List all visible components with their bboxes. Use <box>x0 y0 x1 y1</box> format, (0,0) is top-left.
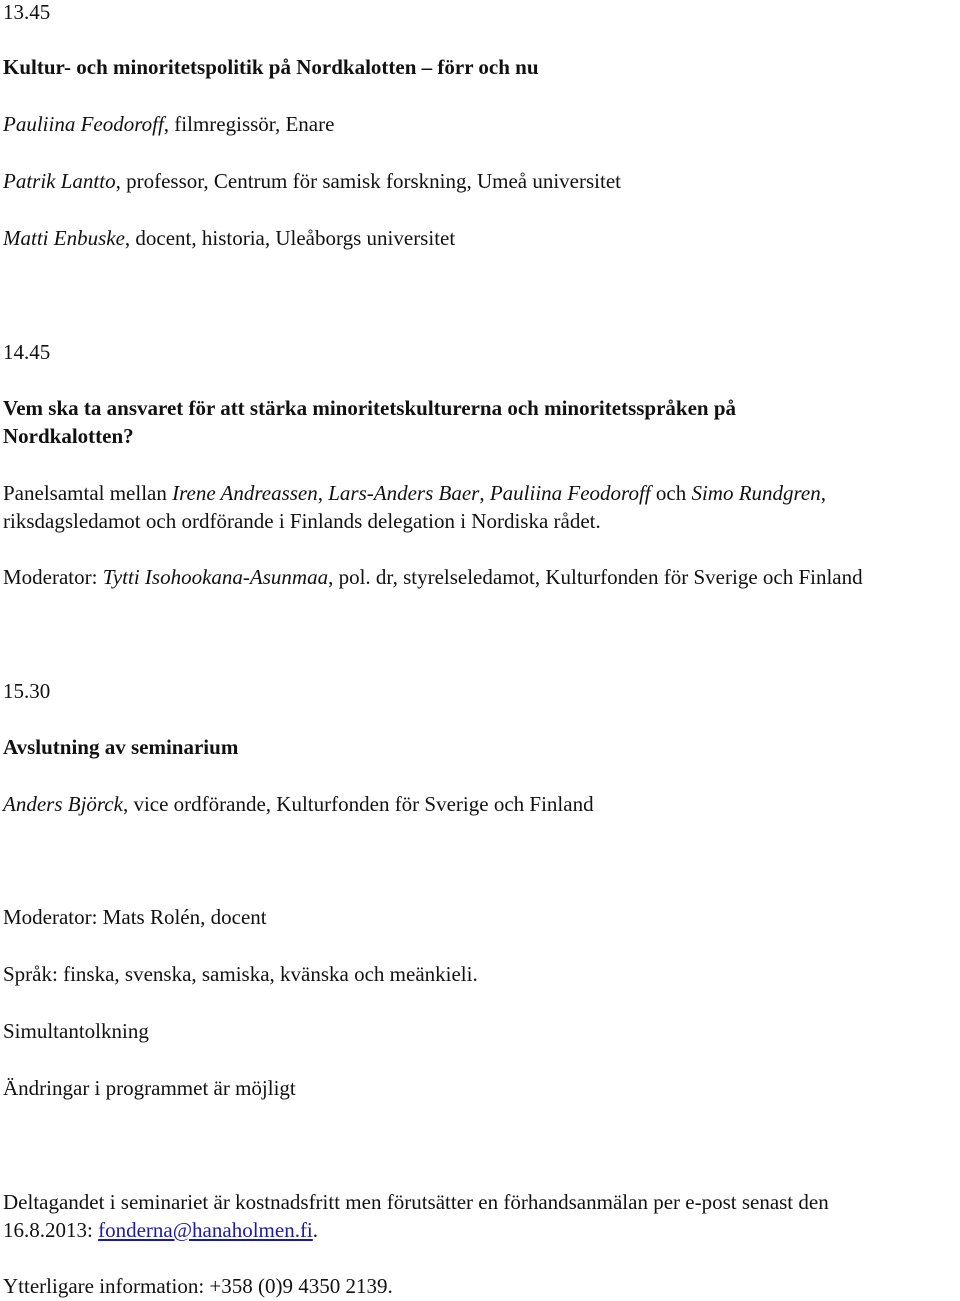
panelist-name: Irene Andreassen <box>172 481 318 505</box>
session3-speaker <box>3 790 594 818</box>
languages: Språk: finska, svenska, samiska, kvänska och meänkieli. <box>3 962 478 986</box>
panel-intro: Panelsamtal mellan <box>3 481 173 505</box>
session2-title-line1: Vem ska ta ansvaret för att stärka minoritetskulturerna och minoritetsspråken på <box>3 396 737 420</box>
panelist-name: Pauliina Feodoroff <box>489 481 651 505</box>
interpretation: Simultantolkning <box>3 1019 149 1043</box>
registration-end: . <box>312 1218 319 1242</box>
panel-separator: , <box>820 481 826 505</box>
session2-panel-line2: riksdagsledamot och ordförande i Finlands delegation i Nordiska rådet. <box>3 509 601 533</box>
session1-speaker-3 <box>3 224 455 252</box>
panel-separator: och <box>650 481 692 505</box>
session3-title: Avslutning av seminarium <box>3 735 239 759</box>
speaker-role: , filmregissör, Enare <box>163 112 335 136</box>
session2-title-line2: Nordkalotten? <box>3 424 134 448</box>
panel-separator: , <box>317 481 329 505</box>
changes-note: Ändringar i programmet är möjligt <box>3 1076 296 1100</box>
session1-speaker-1 <box>3 110 334 138</box>
speaker-name: Pauliina Feodoroff <box>3 112 164 136</box>
registration-date: 16.8.2013: <box>3 1218 99 1242</box>
session1-title: Kultur- och minoritetspolitik på Nordkalotten – förr och nu <box>3 55 539 79</box>
registration-email-link[interactable]: fonderna@hanaholmen.fi <box>98 1218 313 1242</box>
speaker-name: Matti Enbuske <box>3 226 125 250</box>
contact-info: Ytterligare information: +358 (0)9 4350 2139. <box>3 1274 393 1298</box>
speaker-role: , professor, Centrum för samisk forskning, Umeå universitet <box>115 169 621 193</box>
panelist-name: Simo Rundgren <box>691 481 821 505</box>
panelist-name: Lars-Anders Baer <box>328 481 480 505</box>
session1-speaker-2 <box>3 167 621 195</box>
general-moderator: Moderator: Mats Rolén, docent <box>3 905 267 929</box>
session2-time: 14.45 <box>3 340 51 364</box>
speaker-role: , vice ordförande, Kulturfonden för Sverige och Finland <box>122 792 594 816</box>
registration-line2 <box>3 1216 318 1244</box>
session3-time: 15.30 <box>3 679 51 703</box>
panel-separator: , <box>479 481 490 505</box>
moderator-role: , pol. dr, styrelseledamot, Kulturfonden för Sverige och Finland <box>328 565 863 589</box>
speaker-role: , docent, historia, Uleåborgs universitet <box>124 226 456 250</box>
moderator-label: Moderator: <box>3 565 103 589</box>
moderator-name: Tytti Isohookana-Asunmaa <box>102 565 329 589</box>
speaker-name: Anders Björck <box>3 792 123 816</box>
speaker-name: Patrik Lantto <box>3 169 116 193</box>
session2-panel-line1 <box>3 479 826 507</box>
session2-moderator <box>3 563 863 591</box>
session1-time: 13.45 <box>3 0 51 24</box>
registration-line1: Deltagandet i seminariet är kostnadsfritt men förutsätter en förhandsanmälan per e-post senast den <box>3 1190 829 1214</box>
